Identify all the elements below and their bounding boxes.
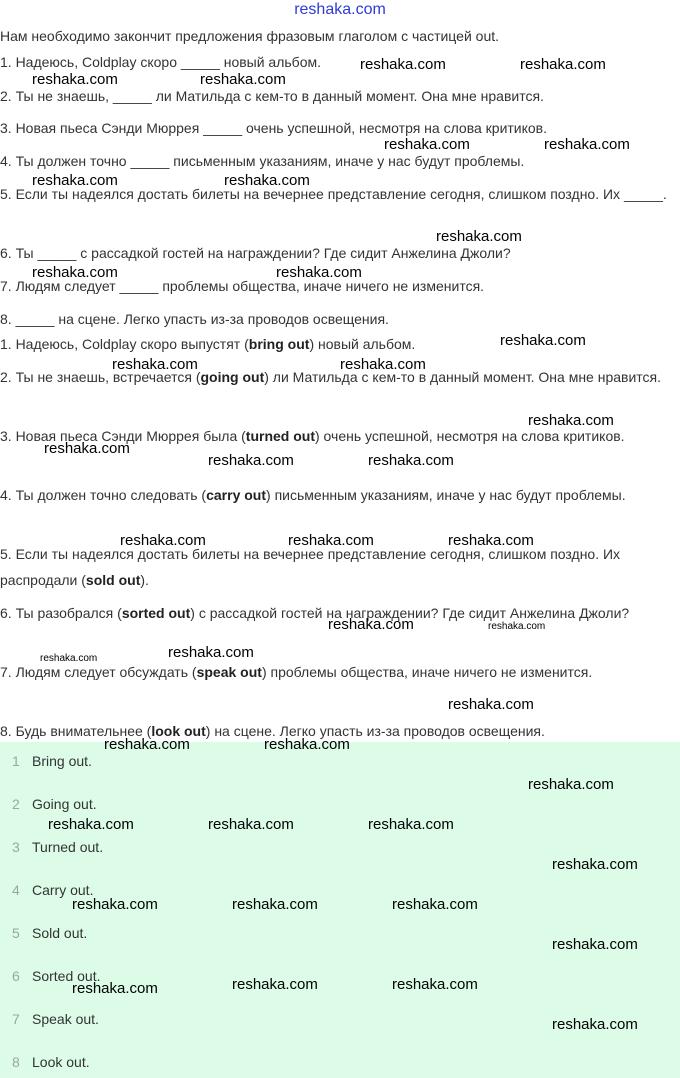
watermark: reshaka.com	[552, 936, 638, 953]
solution-3-verb: turned out	[245, 428, 315, 444]
task-5: 5. Если ты надеялся достать билеты на вечернее представление сегодня, слишком поздно. Их _____.	[0, 186, 667, 202]
site-header-link[interactable]: reshaka.com	[294, 1, 386, 18]
watermark: reshaka.com	[384, 136, 470, 153]
solution-3: 3. Новая пьеса Сэнди Мюррея была (turned out) очень успешной, несмотря на слова критиков.	[0, 428, 625, 444]
watermark: reshaka.com	[552, 856, 638, 873]
task-1: 1. Надеюсь, Coldplay скоро _____ новый альбом.	[0, 54, 322, 70]
watermark: reshaka.com	[224, 172, 310, 189]
solution-5-verb: sold out	[85, 572, 141, 588]
solution-8-verb: look out	[151, 723, 206, 739]
watermark: reshaka.com	[276, 264, 362, 281]
watermark: reshaka.com	[360, 56, 446, 73]
answer-text: Look out.	[32, 1054, 90, 1070]
watermark: reshaka.com	[232, 896, 318, 913]
watermark: reshaka.com	[328, 616, 414, 633]
watermark: reshaka.com	[448, 532, 534, 549]
answer-number: 1	[12, 753, 20, 769]
watermark: reshaka.com	[208, 452, 294, 469]
watermark: reshaka.com	[392, 976, 478, 993]
watermark: reshaka.com	[32, 172, 118, 189]
watermark: reshaka.com	[368, 816, 454, 833]
watermark: reshaka.com	[32, 264, 118, 281]
watermark: reshaka.com	[44, 440, 130, 457]
answer-number: 8	[12, 1054, 20, 1070]
answer-row	[0, 1049, 680, 1075]
answer-number: 7	[12, 1011, 20, 1027]
watermark: reshaka.com	[528, 412, 614, 429]
watermark: reshaka.com	[288, 532, 374, 549]
answer-text: Going out.	[32, 796, 97, 812]
task-7: 7. Людям следует _____ проблемы общества, иначе ничего не изменится.	[0, 278, 485, 294]
watermark: reshaka.com	[120, 532, 206, 549]
answer-number: 4	[12, 882, 20, 898]
watermark: reshaka.com	[48, 816, 134, 833]
solution-7: 7. Людям следует обсуждать (speak out) проблемы общества, иначе ничего не изменится.	[0, 664, 593, 680]
answer-number: 6	[12, 968, 20, 984]
answer-number: 2	[12, 796, 20, 812]
answer-number: 5	[12, 925, 20, 941]
watermark: reshaka.com	[112, 356, 198, 373]
task-4: 4. Ты должен точно _____ письменным указаниям, иначе у нас будут проблемы.	[0, 153, 525, 169]
task-6: 6. Ты _____ с рассадкой гостей на награждении? Где сидит Анжелина Джоли?	[0, 245, 511, 261]
watermark: reshaka.com	[232, 976, 318, 993]
watermark: reshaka.com	[368, 452, 454, 469]
watermark: reshaka.com	[448, 696, 534, 713]
watermark: reshaka.com	[168, 644, 254, 661]
watermark: reshaka.com	[264, 736, 350, 753]
watermark: reshaka.com	[488, 621, 546, 632]
answer-text: Sorted out.	[32, 968, 101, 984]
task-8: 8. _____ на сцене. Легко упасть из-за проводов освещения.	[0, 311, 389, 327]
solution-7-verb: speak out	[196, 664, 262, 680]
watermark: reshaka.com	[32, 71, 118, 88]
solution-5: 5. Если ты надеялся достать билеты на вечернее представление сегодня, слишком поздно. Их распродали (sold out).	[0, 546, 621, 588]
watermark: reshaka.com	[40, 653, 98, 664]
watermark: reshaka.com	[500, 332, 586, 349]
watermark: reshaka.com	[520, 56, 606, 73]
task-3: 3. Новая пьеса Сэнди Мюррея _____ очень успешной, несмотря на слова критиков.	[0, 120, 548, 136]
watermark: reshaka.com	[392, 896, 478, 913]
watermark: reshaka.com	[528, 776, 614, 793]
answer-number: 3	[12, 839, 20, 855]
watermark: reshaka.com	[340, 356, 426, 373]
solution-4: 4. Ты должен точно следовать (carry out) письменным указаниям, иначе у нас будут проблемы.	[0, 487, 626, 503]
task-2: 2. Ты не знаешь, _____ ли Матильда с кем-то в данный момент. Она мне нравится.	[0, 88, 544, 104]
watermark: reshaka.com	[104, 736, 190, 753]
watermark: reshaka.com	[72, 980, 158, 997]
solution-4-verb: carry out	[206, 487, 267, 503]
solution-1-verb: bring out	[248, 336, 310, 352]
solution-8: 8. Будь внимательнее (look out) на сцене. Легко упасть из-за проводов освещения.	[0, 723, 545, 739]
answer-text: Sold out.	[32, 925, 88, 941]
watermark: reshaka.com	[544, 136, 630, 153]
answer-text: Bring out.	[32, 753, 92, 769]
solution-6: 6. Ты разобрался (sorted out) с рассадкой гостей на награждении? Где сидит Анжелина Джоли?	[0, 605, 630, 621]
watermark: reshaka.com	[436, 228, 522, 245]
answer-text: Carry out.	[32, 882, 94, 898]
intro-text: Нам необходимо закончит предложения фразовым глаголом с частицей out.	[0, 28, 500, 44]
watermark: reshaka.com	[72, 896, 158, 913]
answer-text: Speak out.	[32, 1011, 99, 1027]
watermark: reshaka.com	[208, 816, 294, 833]
watermark: reshaka.com	[200, 71, 286, 88]
answer-text: Turned out.	[32, 839, 104, 855]
solution-1: 1. Надеюсь, Coldplay скоро выпустят (bring out) новый альбом.	[0, 336, 416, 352]
solution-2: 2. Ты не знаешь, встречается (going out) ли Матильда с кем-то в данный момент. Она мне нравится.	[0, 369, 662, 385]
answer-row	[0, 791, 680, 817]
solution-2-verb: going out	[200, 369, 265, 385]
solution-6-verb: sorted out	[121, 605, 191, 621]
watermark: reshaka.com	[552, 1016, 638, 1033]
